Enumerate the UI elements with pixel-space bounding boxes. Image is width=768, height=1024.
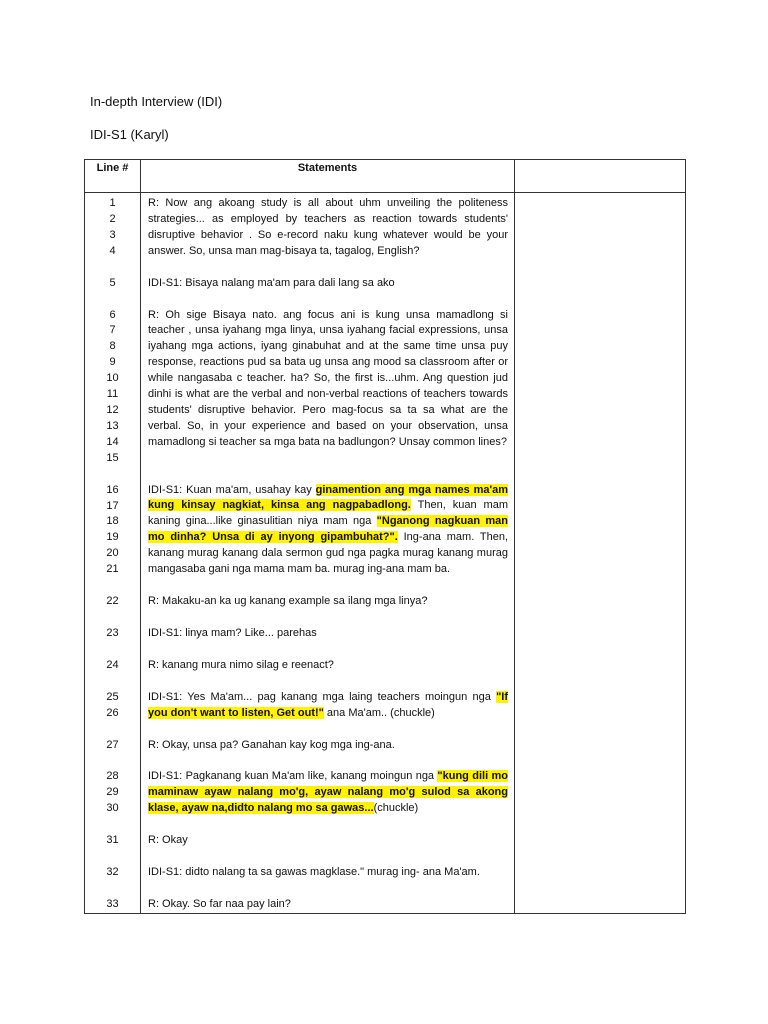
highlighted-quote: "If you don't want to listen, Get out!"	[148, 690, 508, 719]
document-title: In-depth Interview (IDI)	[90, 94, 223, 109]
statement	[148, 594, 508, 610]
line-number: 14	[106, 435, 119, 448]
line-number-header: Line #	[85, 160, 141, 193]
line-number: 13	[106, 419, 119, 432]
statement	[148, 626, 508, 642]
line-number: 9	[109, 356, 116, 369]
statement	[148, 483, 508, 578]
line-number-block	[85, 865, 140, 881]
highlighted-quote: "kung dili mo maminaw ayaw nalang mo'g, ayaw nalang mo'g sulod sa akong klase, ayaw na,didto nalang mo sa gawas...	[148, 770, 508, 815]
line-number: 27	[106, 738, 119, 751]
table-header-row	[85, 160, 686, 193]
line-number-block	[85, 626, 140, 642]
line-number: 4	[109, 244, 116, 257]
line-number: 19	[106, 531, 119, 544]
line-number: 26	[106, 706, 119, 719]
statement-text: IDI-S1: Pagkanang kuan Ma'am like, kanang moingun nga	[148, 770, 438, 783]
line-number: 1	[109, 197, 116, 209]
line-number-block	[85, 658, 140, 674]
notes-column	[515, 193, 686, 914]
line-number: 23	[106, 626, 119, 639]
statement-text: R: Okay	[148, 834, 188, 847]
statement-text: (chuckle)	[373, 802, 419, 815]
statement	[148, 865, 508, 881]
table-body-row	[85, 193, 686, 914]
statement-text: IDI-S1: Yes Ma'am... pag kanang mga laing teachers moingun nga	[148, 690, 497, 703]
statement	[148, 690, 508, 722]
line-number-block	[85, 276, 140, 292]
statement-text: Then, kuan mam kaning gina...like ginasulitian niya mam nga	[148, 499, 508, 528]
line-number-block	[85, 738, 140, 754]
line-number-block	[85, 308, 140, 467]
statement-text: R: Okay. So far naa pay lain?	[148, 897, 291, 910]
statement-text: IDI-S1: linya mam? Like... parehas	[148, 626, 317, 639]
line-number: 25	[106, 690, 119, 703]
line-number: 8	[109, 340, 116, 353]
statement-text: Ing-ana mam. Then, kanang murag kanang dala sermon gud nga pagka murag kanang murag mangasaba gani nga mama mam ba. murag ing-ana mam ba.	[148, 531, 509, 576]
line-number: 33	[106, 898, 119, 910]
line-number: 11	[106, 388, 119, 401]
statement-text: R: Makaku-an ka ug kanang example sa ilang mga linya?	[148, 594, 428, 607]
statement-text: ana Ma'am.. (chuckle)	[323, 706, 435, 719]
line-number: 18	[106, 515, 119, 528]
line-number: 6	[109, 308, 116, 321]
line-number: 10	[106, 372, 119, 385]
line-number: 17	[106, 499, 119, 512]
statement-text: R: Okay, unsa pa? Ganahan kay kog mga ing-ana.	[148, 738, 395, 751]
statements-header: Statements	[141, 160, 515, 193]
line-number-block	[85, 833, 140, 849]
statement-text: R: kanang mura nimo silag e reenact?	[148, 658, 334, 671]
line-number: 28	[106, 770, 119, 783]
statement-text: R: Oh sige Bisaya nato. ang focus ani is kung unsa mamadlong si teacher , unsa iyahang mga linya, unsa iyahang facial expressions, unsa iyahang mga actions, iyang ginabuhat and at the same time unsa puy response, reactions pud sa bata ug unsa ang mood sa classroom after or while nangasaba c teacher. ha? So, the first is...uhm. Ang question jud dinhi is what are the verbal and non-verbal reactions of teachers towards students' disruptive behavior. Pero mag-focus sa ta sa what are the verbal. So, in your experience and based on your observation, unsa mamadlong si teacher sa mga bata na badlungon? Unsay common lines?	[148, 308, 508, 448]
line-number-block	[85, 769, 140, 817]
line-number: 2	[109, 212, 116, 225]
statement-text: R: Now ang akoang study is all about uhm unveiling the politeness strategies... as employed by teachers as reaction towards students' disruptive behavior . So e-record naku kung whatever would be your answer. So, unsa man mag-bisaya ta, tagalog, English?	[148, 197, 508, 257]
highlighted-quote: "Nganong nagkuan man mo dinha? Unsa di ay inyong gipambuhat?".	[148, 515, 508, 544]
statement	[148, 769, 508, 817]
statement	[148, 658, 508, 674]
line-number-block	[85, 690, 140, 722]
line-number: 3	[109, 228, 116, 241]
line-number: 31	[106, 834, 119, 847]
statement-text: IDI-S1: Kuan ma'am, usahay kay	[148, 483, 316, 496]
statement	[148, 196, 508, 260]
notes-header	[515, 160, 686, 193]
transcript-table	[84, 159, 686, 914]
line-number: 30	[106, 802, 119, 815]
line-number: 21	[106, 563, 119, 576]
line-number: 29	[106, 786, 119, 799]
statement	[148, 833, 508, 849]
line-number: 15	[106, 451, 119, 464]
line-number: 32	[106, 866, 119, 879]
highlighted-quote: ginamention ang mga names ma'am kung kinsay nagkiat, kinsa ang nagpabadlong.	[148, 483, 508, 512]
line-number-block	[85, 897, 140, 913]
line-number: 16	[106, 483, 119, 496]
statement	[148, 276, 508, 292]
line-number: 7	[109, 324, 116, 337]
line-number: 20	[106, 547, 119, 560]
line-number: 12	[106, 403, 119, 416]
line-number: 5	[109, 276, 116, 289]
line-number-block	[85, 594, 140, 610]
line-number-block	[85, 196, 140, 260]
statements-column	[141, 193, 515, 914]
statement	[148, 308, 508, 467]
line-numbers-column	[85, 193, 141, 914]
statement-text: IDI-S1: Bisaya nalang ma'am para dali lang sa ako	[148, 276, 395, 289]
statement-text: IDI-S1: didto nalang ta sa gawas magklase." murag ing- ana Ma'am.	[148, 866, 480, 879]
line-number-block	[85, 483, 140, 578]
statement	[148, 738, 508, 754]
line-number: 24	[106, 658, 119, 671]
line-number: 22	[106, 595, 119, 608]
interview-subject: IDI-S1 (Karyl)	[90, 127, 169, 142]
statement	[148, 897, 508, 913]
